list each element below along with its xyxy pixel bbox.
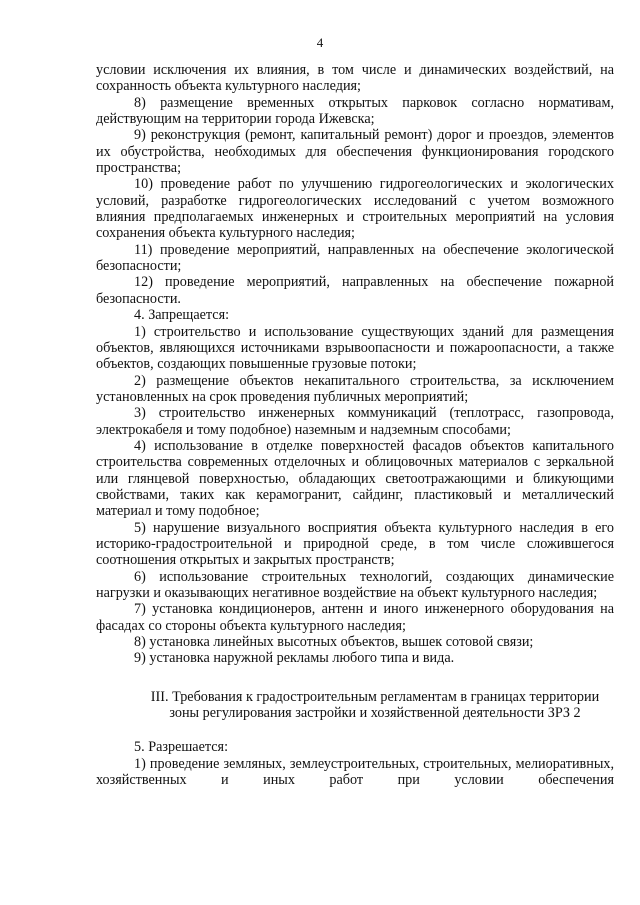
paragraph-permitted-1: 1) проведение земляных, землеустроительных, строительных, мелиоративных, хозяйственных и иных работ при условии обеспечения bbox=[96, 755, 614, 789]
page-number: 4 bbox=[316, 35, 324, 50]
paragraph-prohibited-8: 8) установка линейных высотных объектов, вышек сотовой связи; bbox=[134, 634, 534, 651]
paragraph-prohibited-5: 5) нарушение визуального восприятия объекта культурного наследия в его историко-градостроительной и природной среде, в том числе сложившегося соотношения открытых и закрытых пространств; bbox=[96, 519, 614, 569]
section-spacer bbox=[96, 667, 614, 689]
paragraph-prohibited-4: 4) использование в отделке поверхностей фасадов объектов капитального строительства современных отделочных и облицовочных материалов с зеркальной или глянцевой поверхностью, обладающих светоотражающими и бликующими свойствами, таких как керамогранит, сайдинг, пластиковый и металлический материал и тому подобное; bbox=[96, 437, 614, 520]
paragraph-prohibited-3: 3) строительство инженерных коммуникаций (теплотрасс, газопровода, электрокабеля и тому подобное) наземным и надземным способами; bbox=[96, 405, 614, 438]
section-heading-line-1: III. Требования к градостроительным регламентам в границах территории bbox=[150, 688, 600, 705]
paragraph-item-12-fire-safety: 12) проведение мероприятий, направленных на обеспечение пожарной безопасности. bbox=[96, 274, 614, 307]
paragraph-continuation: условии исключения их влияния, в том числе и динамических воздействий, на сохранность объекта культурного наследия; bbox=[96, 62, 614, 95]
paragraph-prohibited-7: 7) установка кондиционеров, антенн и иного инженерного оборудования на фасадах со стороны объекта культурного наследия; bbox=[96, 601, 614, 634]
document-body bbox=[96, 62, 614, 788]
paragraph-item-9-roads: 9) реконструкция (ремонт, капитальный ремонт) дорог и проездов, элементов их обустройства, необходимых для обеспечения функционирования городского пространства; bbox=[96, 127, 614, 177]
section-heading-line-2: зоны регулирования застройки и хозяйственной деятельности ЗРЗ 2 bbox=[169, 705, 581, 722]
paragraph-item-10-hydrogeology: 10) проведение работ по улучшению гидрогеологических и экологических условий, разработке гидрогеологических исследований с учетом возможного влияния предполагаемых инженерных и строительных мероприятий на условия сохранения объекта культурного наследия; bbox=[96, 176, 614, 242]
paragraph-item-11-ecology: 11) проведение мероприятий, направленных на обеспечение экологической безопасности; bbox=[96, 241, 614, 275]
paragraph-permitted-header: 5. Разрешается: bbox=[134, 739, 229, 756]
paragraph-prohibited-6: 6) использование строительных технологий, создающих динамические нагрузки и оказывающих негативное воздействие на объект культурного наследия; bbox=[96, 568, 614, 601]
paragraph-prohibited-2: 2) размещение объектов некапитального строительства, за исключением установленных на срок проведения публичных мероприятий; bbox=[96, 372, 614, 405]
section-heading bbox=[96, 689, 614, 722]
paragraph-prohibited-1: 1) строительство и использование существующих зданий для размещения объектов, являющихся источниками взрывоопасности и пожароопасности, а также объектов, создающих повышенные грузовые потоки; bbox=[96, 323, 614, 373]
paragraph-prohibited-9: 9) установка наружной рекламы любого типа и вида. bbox=[134, 650, 455, 667]
paragraph-prohibited-header: 4. Запрещается: bbox=[134, 307, 230, 324]
paragraph-item-8-parking: 8) размещение временных открытых парковок согласно нормативам, действующим на территории города Ижевска; bbox=[96, 94, 614, 128]
